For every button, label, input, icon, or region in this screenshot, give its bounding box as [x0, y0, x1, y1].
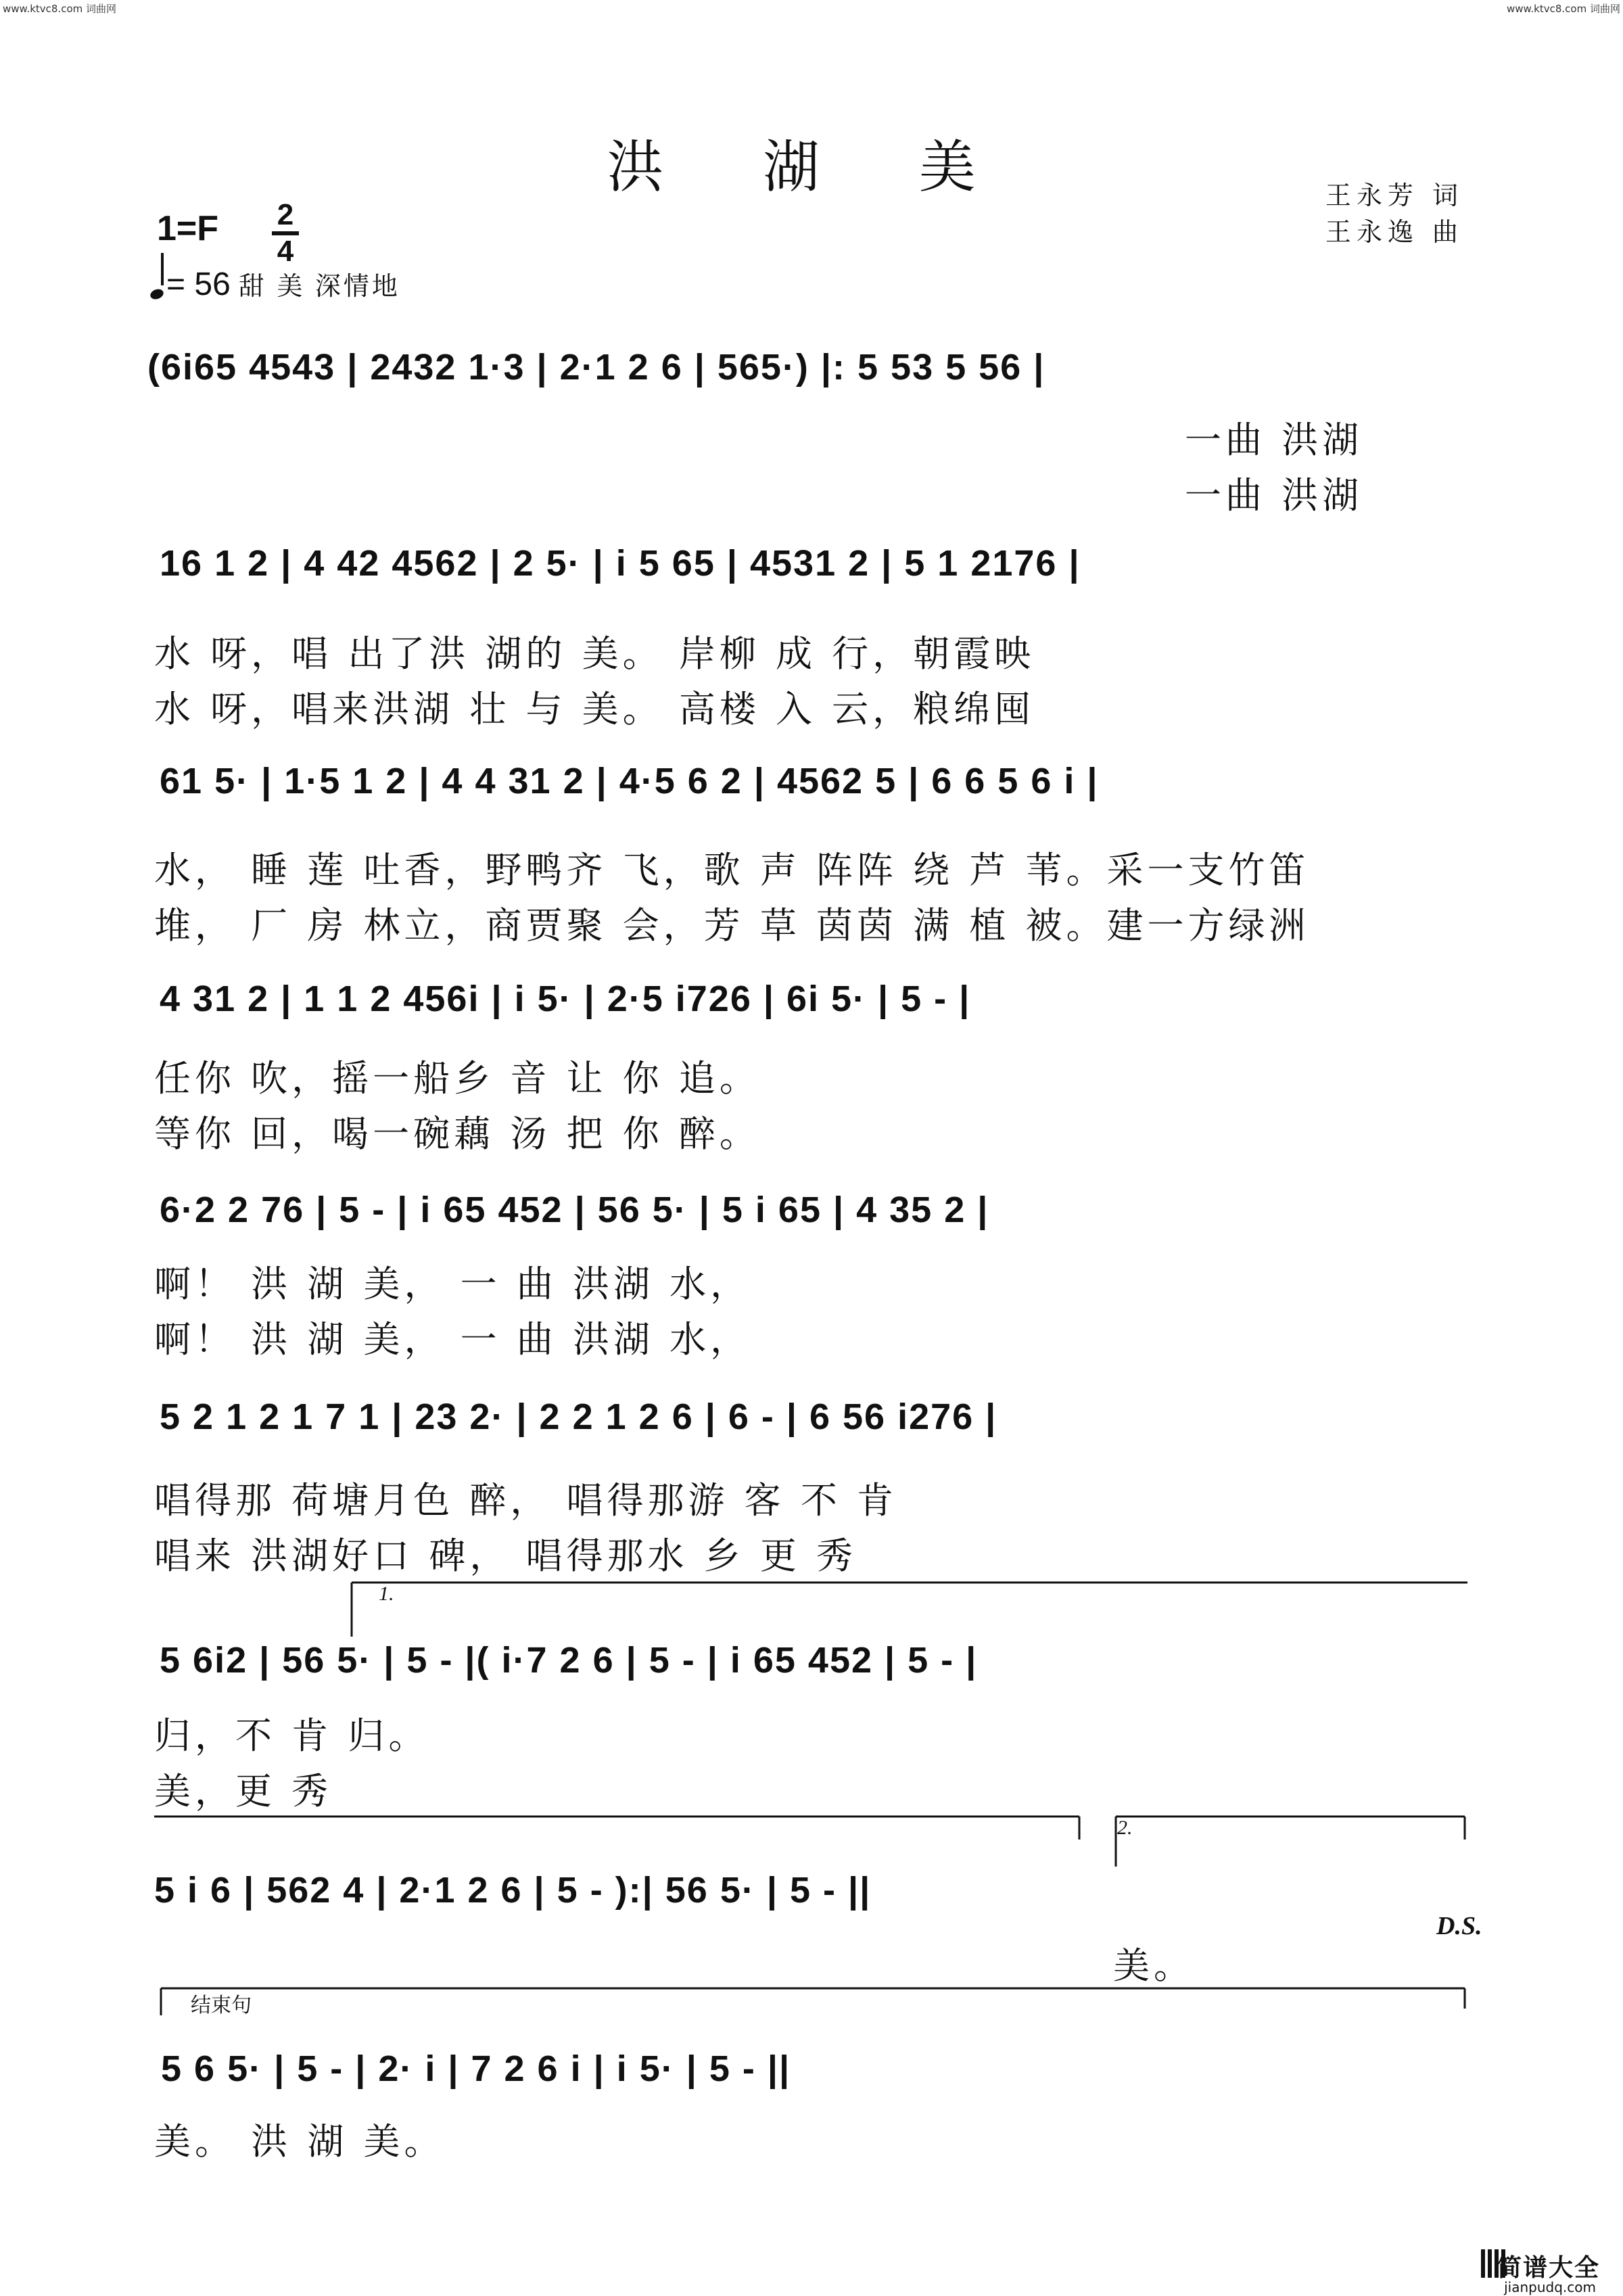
tempo-expression: 甜 美 深情地	[238, 273, 400, 301]
music-line-6: 5 2 1 2 1 7 1 | 23 2· | 2 2 1 2 6 | 6 - | 6 56 i276 |	[160, 1397, 997, 1437]
lyric-line-7b: 美，更 秀	[154, 1770, 333, 1812]
music-line-1: (6i65 4543 | 2432 1·3 | 2·1 2 6 | 565·) |: 5 53 5 56 |	[147, 347, 1045, 388]
dal-segno-mark: D.S.	[1436, 1912, 1482, 1940]
song-title: 洪 湖 美	[607, 134, 1016, 200]
music-line-2: 16 1 2 | 4 42 4562 | 2 5· | i 5 65 | 4531 2 | 5 1 2176 |	[160, 543, 1081, 584]
lyric-line-4b: 等你 回，喝一碗藕 汤 把 你 醉。	[154, 1112, 760, 1155]
lyric-line-3a: 水， 睡 莲 吐香，野鸭齐 飞，歌 声 阵阵 绕 芦 苇。采一支竹笛	[154, 849, 1310, 891]
lyric-line-1a: 一曲 洪湖	[1185, 419, 1363, 461]
volta-2-label: 2.	[1117, 1817, 1133, 1839]
music-line-5: 6·2 2 76 | 5 - | i 65 452 | 56 5· | 5 i 65 | 4 35 2 |	[160, 1190, 989, 1230]
time-signature-top: 2	[277, 198, 294, 231]
site-url: jianpudq.com	[1504, 2279, 1596, 2295]
site-logo-text: 简谱大全	[1497, 2254, 1600, 2282]
key-signature: 1=F	[157, 209, 219, 248]
lyric-line-5a: 啊！ 洪 湖 美， 一 曲 洪湖 水，	[154, 1263, 751, 1305]
lyric-line-5b: 啊！ 洪 湖 美， 一 曲 洪湖 水，	[154, 1318, 751, 1361]
lyric-line-2a: 水 呀，唱 出了洪 湖的 美。 岸柳 成 行，朝霞映	[154, 632, 1035, 675]
watermark-left: www.ktvc8.com 词曲网	[3, 3, 117, 15]
time-signature-bottom: 4	[277, 235, 294, 268]
lyric-line-6a: 唱得那 荷塘月色 醉， 唱得那游 客 不 肯	[154, 1479, 897, 1522]
music-line-8: 5 i 6 | 562 4 | 2·1 2 6 | 5 - ):| 56 5· | 5 - ||	[154, 1870, 872, 1911]
composer-credit: 王永逸 曲	[1325, 217, 1463, 247]
music-line-9: 5 6 5· | 5 - | 2· i | 7 2 6 i | i 5· | 5 - ||	[161, 2048, 791, 2089]
lyric-line-8a: 美。	[1113, 1944, 1194, 1987]
lyricist-credit: 王永芳 词	[1325, 181, 1463, 210]
lyric-line-7a: 归，不 肯 归。	[154, 1714, 429, 1757]
lyric-line-4a: 任你 吹，摇一船乡 音 让 你 追。	[154, 1057, 760, 1100]
ending-section-label: 结束句	[191, 1994, 252, 2017]
lyric-line-6b: 唱来 洪湖好口 碑， 唱得那水 乡 更 秀	[154, 1534, 857, 1577]
watermark-right: www.ktvc8.com 词曲网	[1506, 3, 1620, 15]
music-line-3: 61 5· | 1·5 1 2 | 4 4 31 2 | 4·5 6 2 | 4562 5 | 6 6 5 6 i |	[160, 761, 1099, 801]
lyric-line-9a: 美。 洪 湖 美。	[154, 2120, 445, 2163]
lyric-line-2b: 水 呀，唱来洪湖 壮 与 美。 高楼 入 云，粮绵囤	[154, 688, 1035, 730]
lyric-line-1b: 一曲 洪湖	[1185, 474, 1363, 517]
music-line-7: 5 6i2 | 56 5· | 5 - |( i·7 2 6 | 5 - | i 65 452 | 5 - |	[160, 1640, 978, 1681]
lyric-line-3b: 堆， 厂 房 林立，商贾聚 会，芳 草 茵茵 满 植 被。建一方绿洲	[154, 904, 1310, 947]
music-line-4: 4 31 2 | 1 1 2 456i | i 5· | 2·5 i726 | 6i 5· | 5 - |	[160, 979, 971, 1019]
volta-1-label: 1.	[379, 1583, 394, 1605]
tempo-value: = 56	[166, 266, 231, 302]
